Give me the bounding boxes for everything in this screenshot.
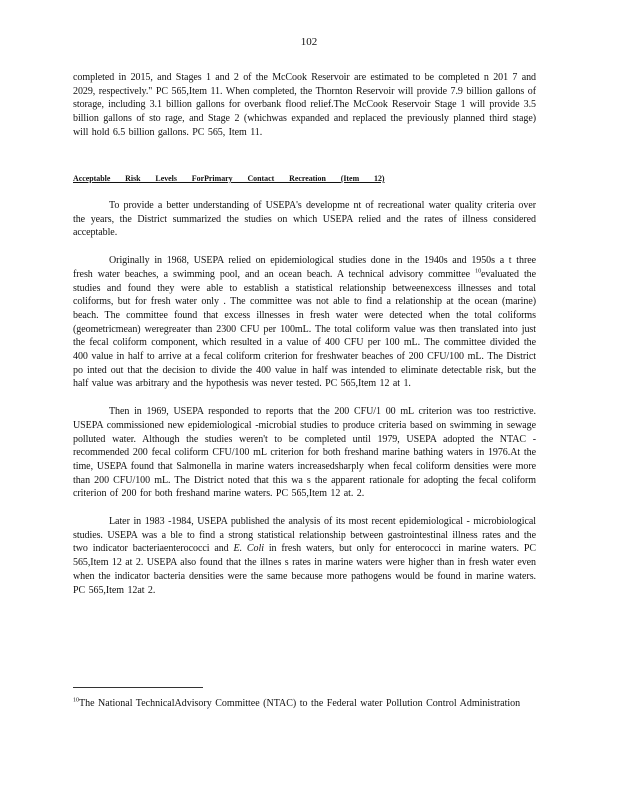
paragraph-2 bbox=[73, 254, 536, 391]
paragraph-3: Then in 1969, USEPA responded to reports that the 200 CFU/1 00 mL criterion was too restrictive. USEPA commissioned new epidemiological -microbial studies to produce criteria based on swimming in sewage polluted water. Although the studies weren't to be completed until 1979, USEPA adopted the NTAC -recommended 200 fecal coliform CFU/100 mL criterion for both freshand marine bathing waters in 1976.At the time, USEPA found that Salmonella in marine waters increasedsharply when fecal coliform densities were more than 200 CFU/100 mL. The District noted that this wa s the apparent rationale for adopting the fecal coliform criterion of 200 for both freshand marine waters. PC 565,Item 12 at. 2. bbox=[73, 406, 536, 500]
paragraph-1: To provide a better understanding of USEPA's developme nt of recreational water quality criteria over the years, the District summarized the studies on which USEPA relied and the rates of illness considered acceptable. bbox=[73, 200, 536, 239]
section-heading: Acceptable Risk Levels ForPrimary Contact Recreation (Item 12) bbox=[73, 173, 385, 183]
paragraph-2-part-2: evaluated the studies and found they were able to establish a statistical relationship betweenexcess illnesses and total coliforms, but for fresh water only . The committee was not able to find a relationship at the ocean (marine) beach. The committee found that excess illnesses in fresh water were detected when the total coliforms (geometricmean) weregreater than 2300 CFU per 100mL. The total coliform value was then translated into just the fecal coliform component, which resulted in a value of 400 CFU per 100 mL. The committee divided the 400 value in half to arrive at a fecal coliform criterion for freshwater beaches of 200 CFU/100 mL. The District po inted out that the decision to divide the 400 value in half was intended to eliminate detectable risk, but the half value was arbitrary and the hypothesis was never tested. PC 565,Item 12 at 1. bbox=[73, 268, 537, 390]
footnote bbox=[73, 697, 536, 711]
ecoli-term: E. Coli bbox=[233, 543, 264, 555]
paragraph-2-part-1: Originally in 1968, USEPA relied on epidemiological studies done in the 1940s and 1950s a t three fresh water beaches, a swimming pool, and an ocean beach. A technical advisory committee bbox=[73, 255, 536, 280]
main-body bbox=[73, 199, 536, 597]
footnote-reference: 10 bbox=[475, 268, 482, 275]
page-number: 102 bbox=[300, 36, 318, 48]
paragraph-4-part-2: in fresh waters, but only for enterococci in marine waters. PC 565,Item 12 at 2. USEPA also found that the illnes s rates in marine waters were higher than in fresh water even when the indicator bacteria densities were the same because more pathogens would be found in marine waters. PC 565,Item 12at 2. bbox=[73, 543, 536, 596]
intro-paragraph bbox=[73, 71, 536, 140]
paragraph-4-part-1: Later in 1983 -1984, USEPA published the analysis of its most recent epidemiological - microbiological studies. USEPA was a ble to find a strong statistical relationship between gastrointestinal illness rates and the two indicator bacteriaenterococci and bbox=[73, 516, 536, 555]
footnote-number: 10 bbox=[73, 697, 79, 704]
intro-text: completed in 2015, and Stages 1 and 2 of the McCook Reservoir are estimated to be completed n 201 7 and 2029, respectively." PC 565,Item 11. When completed, the Thornton Reservoir will provide 7.9 billion gallons of storage, including 3.1 billion gallons for overbank flood relief.The McCook Reservoir Stage 1 will provide 3.5 billion gallons of sto rage, and Stage 2 (whichwas expanded and replaced the previously planned third stage) will hold 6.5 billion gallons. PC 565, Item 11. bbox=[73, 72, 536, 138]
footnote-text: The National TechnicalAdvisory Committee (NTAC) to the Federal water Pollution Control Administration bbox=[79, 698, 521, 709]
footnote-divider bbox=[73, 687, 203, 688]
paragraph-4 bbox=[73, 515, 536, 597]
